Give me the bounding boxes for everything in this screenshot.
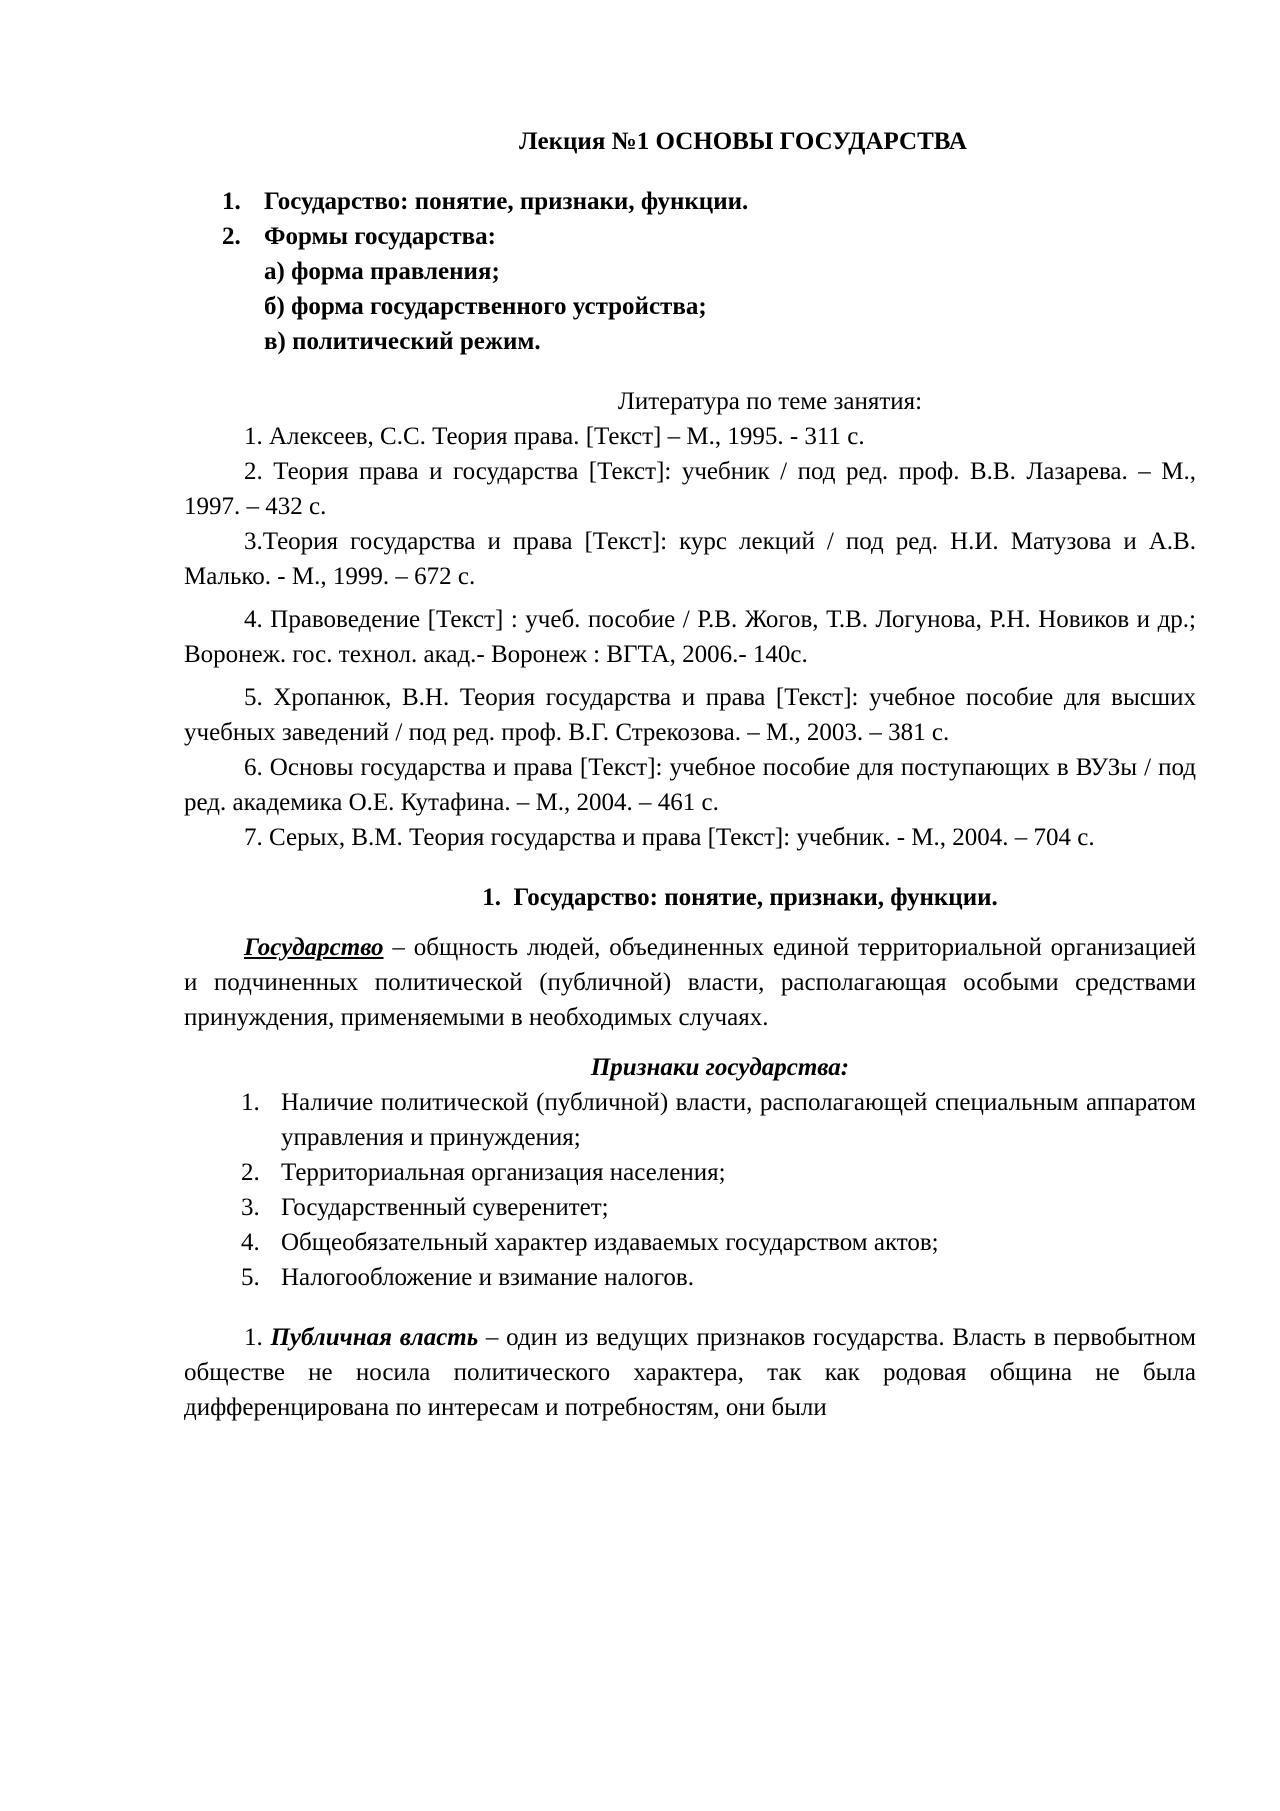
list-item-text: Общеобязательный характер издаваемых государством актов;: [281, 1229, 939, 1256]
list-item-text: Государственный суверенитет;: [281, 1194, 609, 1221]
list-item: [184, 1225, 1196, 1260]
literature-item: 6. Основы государства и права [Текст]: учебное пособие для поступающих в ВУЗы / под ред. академика О.Е. Кутафина. – М., 2004. – 461 с.: [184, 754, 1196, 816]
plan-subitem: в) политический режим.: [264, 328, 541, 355]
section-heading: [184, 880, 1196, 915]
list-item: [184, 1155, 1196, 1190]
literature-item: 4. Правоведение [Текст] : учеб. пособие / Р.В. Жогов, Т.В. Логунова, Р.Н. Новиков и др.; Воронеж. гос. технол. акад.- Воронеж : ВГТА, 2006.- 140с.: [184, 606, 1196, 668]
state-definition: [184, 930, 1196, 1035]
plan-item-text: Формы государства:: [264, 223, 496, 250]
list-item: [184, 1190, 1196, 1225]
list-item-text: Наличие политической (публичной) власти, располагающей специальным аппаратом управления и принуждения;: [281, 1089, 1196, 1151]
signs-list: [184, 1085, 1196, 1295]
lecture-title: Лекция №1 ОСНОВЫ ГОСУДАРСТВА: [519, 128, 967, 155]
list-item-number: 3.: [241, 1194, 260, 1221]
section-title-text: Государство: понятие, признаки, функции.: [513, 884, 998, 911]
definition-term: Государство: [244, 934, 384, 961]
plan-subitem: б) форма государственного устройства;: [264, 293, 707, 320]
list-item-number: 2.: [241, 1159, 260, 1186]
plan-item: [184, 219, 1196, 254]
plan-subitem: а) форма правления;: [264, 258, 500, 285]
public-power-term: Публичная власть: [270, 1324, 479, 1351]
section-number: 1.: [482, 884, 501, 911]
list-item-number: 5.: [241, 1264, 260, 1291]
definition-text: – общность людей, объединенных единой территориальной организацией и подчиненных политической (публичной) власти, располагающая особыми средствами принуждения, применяемыми в необходимых случаях.: [184, 934, 1196, 1031]
plan-item-number: 1.: [222, 188, 241, 215]
plan-item-text: Государство: понятие, признаки, функции.: [264, 188, 749, 215]
literature-item: 5. Хропанюк, В.Н. Теория государства и права [Текст]: учебное пособие для высших учебных заведений / под ред. проф. В.Г. Стрекозова. – М., 2003. – 381 с.: [184, 684, 1196, 746]
list-item-text: Территориальная организация населения;: [281, 1159, 726, 1186]
literature-item: 1. Алексеев, С.С. Теория права. [Текст] – М., 1995. - 311 с.: [244, 423, 865, 450]
public-power-text: – один из ведущих признаков государства. Власть в первобытном обществе не носила политического характера, так как родовая община не была дифференцирована по интересам и потребностям, они были: [184, 1324, 1196, 1421]
literature-item: 2. Теория права и государства [Текст]: учебник / под ред. проф. В.В. Лазарева. – М., 1997. – 432 с.: [184, 458, 1196, 520]
list-item-number: 4.: [241, 1229, 260, 1256]
literature-item: 7. Серых, В.М. Теория государства и права [Текст]: учебник. - М., 2004. – 704 с.: [244, 824, 1095, 851]
public-power-paragraph: [184, 1320, 1196, 1425]
plan-item-number: 2.: [222, 223, 241, 250]
signs-heading: Признаки государства:: [590, 1054, 850, 1081]
literature-item: 3.Теория государства и права [Текст]: курс лекций / под ред. Н.И. Матузова и А.В. Малько. - М., 1999. – 672 с.: [184, 528, 1196, 590]
literature-heading: Литература по теме занятия:: [617, 388, 923, 415]
document-body: [184, 124, 1196, 1440]
list-item-number: 1.: [241, 1089, 260, 1116]
paragraph-number: 1.: [244, 1324, 271, 1351]
lecture-plan: [184, 184, 1196, 359]
list-item: [184, 1260, 1196, 1295]
list-item: [184, 1085, 1196, 1155]
list-item-text: Налогообложение и взимание налогов.: [281, 1264, 694, 1291]
plan-item: [184, 184, 1196, 219]
